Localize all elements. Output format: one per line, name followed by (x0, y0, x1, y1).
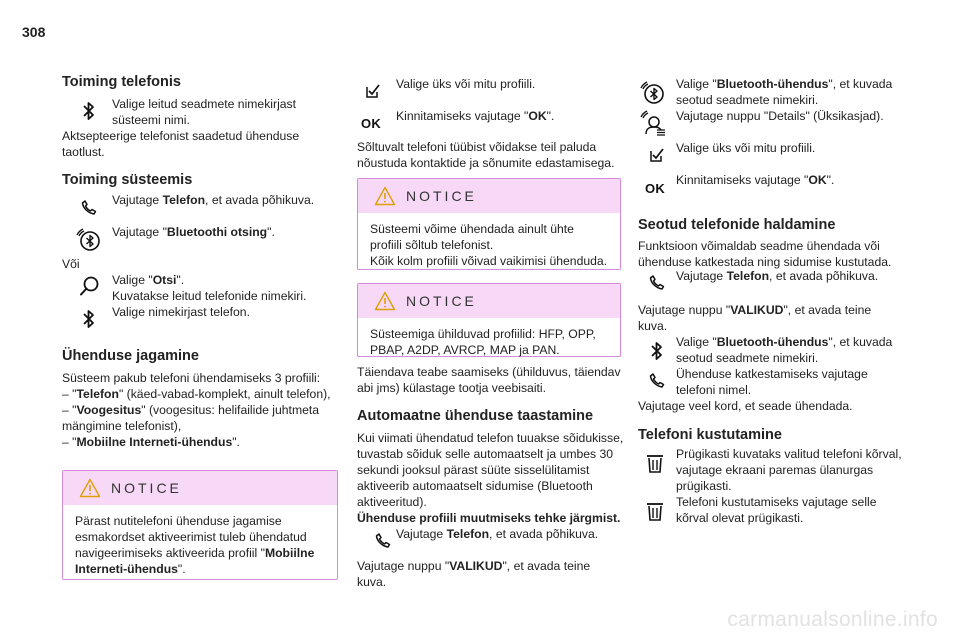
watermark: carmanualsonline.info (727, 608, 938, 631)
profiles-list: Süsteem pakub telefoni ühendamiseks 3 profiili: – "Telefon" (käed-vabad-komplekt, ainult telefon), – "Voogesitus" (voogesitus: helifailide juhtmeta mängimine telefonist), – "Mobiilne Interneti-ühendus". (62, 371, 331, 449)
notice-header (358, 179, 620, 213)
section-title-seotud-telefonid: Seotud telefonide haldamine (638, 217, 836, 233)
phone-handset-icon (646, 370, 668, 392)
step-trash-delete: Telefoni kustutamiseks vajutage selle kõrval olevat prügikasti. (676, 495, 877, 525)
step-press-telefon: Vajutage Telefon, et avada põhikuva. (396, 527, 599, 541)
bluetooth-icon (646, 340, 668, 362)
step-confirm-ok: Kinnitamiseks vajutage "OK". (396, 109, 555, 123)
warning-triangle-icon (374, 186, 396, 211)
step-select-system-name: Valige leitud seadmete nimekirjast süsteemi nimi. (112, 97, 297, 127)
para-press-options: Vajutage nuppu "VALIKUD", et avada teine kuva. (357, 559, 591, 589)
notice-title: NOTICE (406, 293, 477, 309)
step-press-details: Vajutage nuppu "Details" (Üksikasjad). (676, 109, 884, 123)
step-disconnect: Ühenduse katkestamiseks vajutage telefoni nimel. (676, 367, 868, 397)
step-select-bluetooth-connection: Valige "Bluetooth-ühendus", et kuvada seotud seadmete nimekiri. (676, 335, 893, 365)
checkbox-icon (646, 144, 668, 166)
bluetooth-search-icon (76, 229, 102, 251)
bluetooth-search-icon (640, 82, 666, 104)
para-more-info: Täiendava teabe saamiseks (ühilduvus, täiendav abi jms) külastage tootja veebisaiti. (357, 365, 621, 395)
section-title-automaatne-taastamine: Automaatne ühenduse taastamine (357, 408, 594, 424)
notice-title: NOTICE (406, 188, 477, 204)
para-accept-request: Aktsepteerige telefonist saadetud ühenduse taotlust. (62, 129, 300, 159)
notice-title: NOTICE (111, 480, 182, 496)
bluetooth-icon (78, 308, 100, 330)
notice-box-profile-single (357, 178, 621, 270)
notice-box-compatible-profiles (357, 283, 621, 357)
step-press-telefon: Vajutage Telefon, et avada põhikuva. (112, 193, 315, 207)
ok-text-icon: OK (645, 180, 665, 196)
ok-text-icon: OK (361, 115, 381, 131)
step-select-profiles: Valige üks või mitu profiili. (676, 141, 816, 155)
step-select-phone: Valige nimekirjast telefon. (112, 305, 250, 319)
phone-handset-icon (646, 272, 668, 294)
phone-handset-icon (78, 197, 100, 219)
phone-handset-icon (372, 530, 394, 552)
step-select-profiles: Valige üks või mitu profiili. (396, 77, 536, 91)
notice-body: Pärast nutitelefoni ühenduse jagamise esmakordset aktiveerimist tuleb ühendatud navigeerimiseks aktiveerida profiil "Mobiilne Interneti-ühendus". (75, 514, 315, 576)
para-contacts-messages: Sõltuvalt telefoni tüübist võidakse teil paluda nõustuda kontaktide ja sõnumite edastamisega. (357, 140, 615, 170)
para-manage-intro: Funktsioon võimaldab seadme ühendada või ühenduse katkestada ning sidumise kustutada. (638, 239, 892, 269)
warning-triangle-icon (374, 291, 396, 316)
step-select-search: Valige "Otsi". Kuvatakse leitud telefonide nimekiri. (112, 273, 307, 303)
section-title-uhenduse-jagamine: Ühenduse jagamine (62, 348, 199, 364)
bluetooth-icon (78, 100, 100, 122)
or-label: Või (62, 257, 80, 271)
step-press-telefon: Vajutage Telefon, et avada põhikuva. (676, 269, 879, 283)
notice-body: Süsteemiga ühilduvad profiilid: HFP, OPP, PBAP, A2DP, AVRCP, MAP ja PAN. (370, 327, 596, 357)
notice-body: Süsteemi võime ühendada ainult ühte profiili sõltub telefonist. Kõik kolm profiili võivad vaikimisi ühenduda. (370, 222, 608, 268)
step-press-bluetooth-search: Vajutage "Bluetoothi otsing". (112, 225, 275, 239)
trash-icon (644, 452, 666, 474)
notice-header (358, 284, 620, 318)
page-number: 308 (22, 24, 46, 40)
notice-box-sharing (62, 470, 338, 580)
step-select-bluetooth-connection: Valige "Bluetooth-ühendus", et kuvada seotud seadmete nimekiri. (676, 77, 893, 107)
section-title-toiming-telefonis: Toiming telefonis (62, 74, 181, 90)
magnifier-icon (78, 276, 100, 298)
step-trash-show: Prügikasti kuvataks valitud telefoni kõrval, vajutage ekraani paremas ülanurgas prügikasti. (676, 447, 902, 493)
checkbox-icon (362, 80, 384, 102)
para-auto-reconnect: Kui viimati ühendatud telefon tuuakse sõidukisse, tuvastab sõiduk selle automaatselt ja umbes 30 sekundi jooksul pärast süüte sisselülitamist aktiveerib automaatselt sidumise (Bluetooth aktiveeritud). Ühenduse profiili muutmiseks tehke järgmist. (357, 431, 624, 525)
para-reconnect: Vajutage veel kord, et seade ühendada. (638, 399, 853, 413)
section-title-toiming-systeemis: Toiming süsteemis (62, 172, 193, 188)
section-title-telefoni-kustutamine: Telefoni kustutamine (638, 427, 782, 443)
step-confirm-ok: Kinnitamiseks vajutage "OK". (676, 173, 835, 187)
page-header (0, 0, 960, 56)
notice-header (63, 471, 337, 505)
details-list-icon (640, 112, 666, 134)
trash-icon (644, 500, 666, 522)
warning-triangle-icon (79, 478, 101, 503)
para-press-options: Vajutage nuppu "VALIKUD", et avada teine kuva. (638, 303, 872, 333)
